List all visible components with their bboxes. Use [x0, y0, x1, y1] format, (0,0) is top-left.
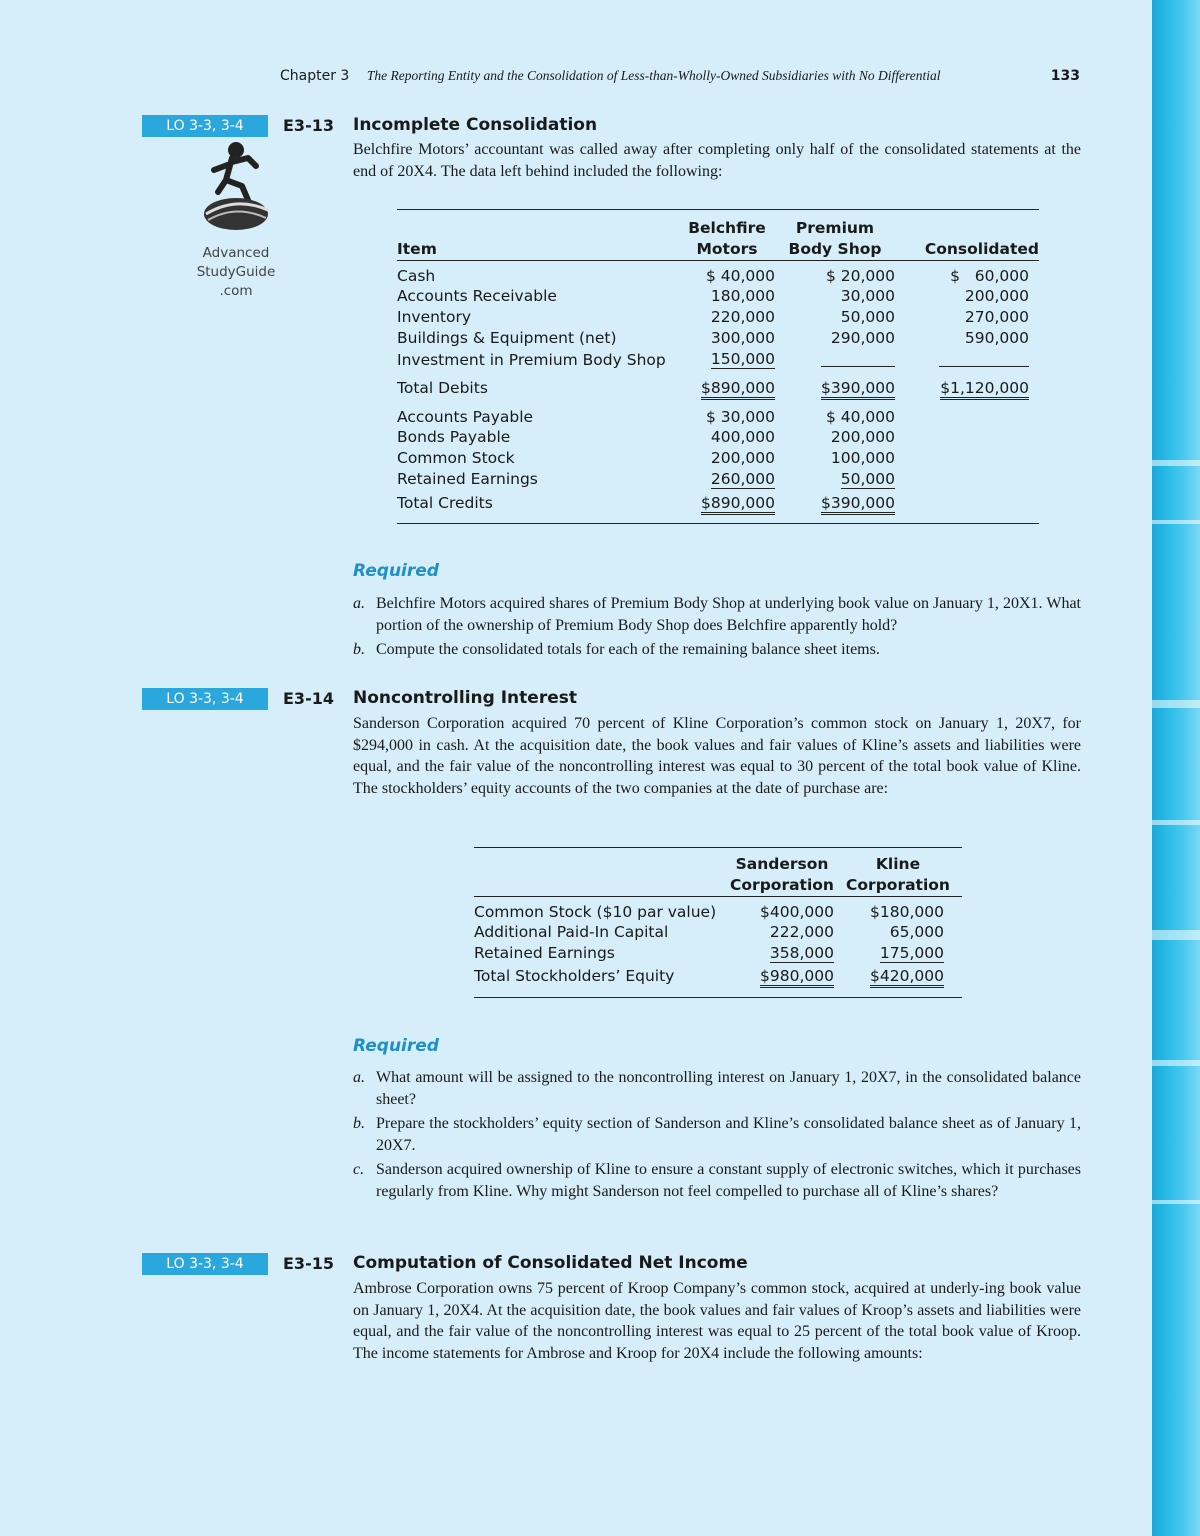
row-label: Inventory [397, 307, 472, 326]
table-cell: $400,000 [760, 903, 834, 921]
question-item [353, 1159, 1081, 1202]
row-label: Total Debits [397, 379, 488, 397]
exercise-intro: Sanderson Corporation acquired 70 percent of Kline Corporation’s common stock on January 1, 20X7, for $294,000 in cash. At the acquisition date, the book values and fair values of Kline’s assets and liabilities were equal, and the fair value of the noncontrolling interest was equal to 30 percent of the total book value of Kline. The stockholders’ equity accounts of the two companies at the date of purchase are: [353, 715, 1081, 797]
question-letter: b. [353, 641, 365, 658]
table-cell: $390,000 [821, 494, 895, 515]
row-label: Investment in Premium Body Shop [397, 350, 666, 369]
question-item [353, 593, 1081, 636]
table-cell: 590,000 [964, 328, 1029, 347]
table-cell: 270,000 [964, 307, 1029, 326]
table-cell: 358,000 [769, 943, 834, 962]
table-row-total [397, 489, 1039, 523]
table-row [397, 327, 1039, 348]
question-item [353, 1067, 1081, 1110]
exercise-intro: Ambrose Corporation owns 75 percent of Kroop Company’s common stock, acquired at underly-ing book value on January 1, 20X4. At the acquisition date, the book values and fair values of Kroop’s assets and liabilities were equal, and the fair value of the noncontrolling interest was equal to 25 percent of the total book value of Kroop. The income statements for Ambrose and Kroop for 20X4 include the following amounts: [353, 1280, 1081, 1362]
table-cell: 290,000 [830, 328, 895, 347]
logo-caption [190, 244, 282, 301]
question-text: Prepare the stockholders’ equity section of Sanderson and Kline’s consolidated balance sheet as of January 1, 20X7. [376, 1115, 1081, 1154]
table-cell: $ 30,000 [705, 407, 775, 426]
column-header: Item [397, 210, 679, 261]
column-header: Belchfire Motors [679, 210, 775, 261]
exercise-title: Incomplete Consolidation [353, 115, 598, 135]
table-row-total [397, 371, 1039, 401]
question-text: Sanderson acquired ownership of Kline to ensure a constant supply of electronic switches, which it purchases regularly from Kline. Why might Sanderson not feel compelled to purchase all of Kline’s shares? [376, 1161, 1081, 1200]
table-cell: 400,000 [710, 427, 775, 446]
table-cell: $180,000 [870, 903, 944, 921]
row-label: Total Stockholders’ Equity [474, 967, 675, 985]
table-cell: 220,000 [710, 307, 775, 326]
table-cell: 50,000 [840, 307, 895, 326]
table-row [397, 426, 1039, 447]
question-text: Compute the consolidated totals for each of the remaining balance sheet items. [376, 641, 880, 658]
page-number: 133 [1050, 68, 1080, 84]
table-cell: 100,000 [830, 448, 895, 467]
table-cell: 200,000 [710, 448, 775, 467]
row-label: Accounts Payable [397, 407, 534, 426]
question-item [353, 639, 1081, 661]
table-cell: 260,000 [710, 469, 775, 488]
decorative-edge-strip [1152, 0, 1200, 1536]
running-header [280, 68, 1080, 85]
row-label: Cash [397, 267, 436, 285]
table-cell: $890,000 [701, 379, 775, 400]
required-heading: Required [353, 1036, 439, 1056]
table-cell: 150,000 [710, 350, 775, 368]
table-cell: 65,000 [889, 922, 944, 941]
hurdler-on-book-icon [198, 140, 276, 236]
row-label: Total Credits [397, 493, 493, 512]
lo-badge: LO 3-3, 3-4 [142, 115, 268, 137]
row-label: Buildings & Equipment (net) [397, 328, 617, 347]
table-row [397, 401, 1039, 426]
table-row [397, 306, 1039, 327]
table-cell: 175,000 [879, 943, 944, 962]
table-row [474, 921, 962, 942]
question-letter: a. [353, 595, 365, 612]
table-cell: $390,000 [821, 379, 895, 400]
row-label: Common Stock [397, 448, 515, 467]
table-cell [821, 348, 895, 367]
table-cell: $1,120,000 [940, 379, 1029, 400]
question-list [353, 1067, 1081, 1205]
column-header: Kline Corporation [834, 848, 962, 897]
exercise-intro: Belchfire Motors’ accountant was called away after completing only half of the consolidated statements at the end of 20X4. The data left behind included the following: [353, 141, 1081, 180]
question-list [353, 593, 1081, 664]
question-letter: b. [353, 1115, 365, 1132]
lo-badge: LO 3-3, 3-4 [142, 1253, 268, 1275]
chapter-label: Chapter 3 [280, 68, 350, 84]
table-cell: 222,000 [769, 922, 834, 941]
table-cell: 180,000 [710, 286, 775, 305]
chapter-subtitle: The Reporting Entity and the Consolidation of Less-than-Wholly-Owned Subsidiaries with No Differential [366, 68, 941, 83]
table-cell: $980,000 [760, 967, 834, 988]
exercise-number: E3-15 [283, 1254, 334, 1273]
table-cell: $420,000 [870, 967, 944, 988]
table-cell: 200,000 [964, 286, 1029, 305]
table-row [397, 348, 1039, 371]
table-row [397, 447, 1039, 468]
table-cell: 300,000 [710, 328, 775, 347]
table-cell: $890,000 [701, 494, 775, 515]
table-row [397, 261, 1039, 286]
row-label: Retained Earnings [474, 943, 615, 962]
table-row [397, 285, 1039, 306]
lo-badge: LO 3-3, 3-4 [142, 688, 268, 710]
logo-line: StudyGuide [196, 264, 276, 280]
table-header-row [474, 848, 962, 897]
question-text: Belchfire Motors acquired shares of Premium Body Shop at underlying book value on January 1, 20X1. What portion of the ownership of Premium Body Shop does Belchfire apparently hold? [376, 595, 1081, 634]
logo-line: .com [219, 283, 253, 299]
row-label: Common Stock ($10 par value) [474, 903, 717, 921]
question-text: What amount will be assigned to the noncontrolling interest on January 1, 20X7, in the consolidated balance sheet? [376, 1069, 1081, 1108]
table-header-row [397, 210, 1039, 261]
table-cell: $ 20,000 [825, 267, 895, 285]
table-cell [939, 348, 1029, 367]
question-item [353, 1113, 1081, 1156]
table-cell: $ 40,000 [825, 407, 895, 426]
table-row [474, 942, 962, 963]
column-header: Consolidated [895, 210, 1039, 261]
column-header: Sanderson Corporation [730, 848, 834, 897]
required-heading: Required [353, 561, 439, 581]
table-row-total [474, 963, 962, 998]
table-cell: 50,000 [840, 469, 895, 488]
exercise-title: Noncontrolling Interest [353, 688, 577, 708]
table-cell: $ 40,000 [705, 267, 775, 285]
column-header: Premium Body Shop [775, 210, 895, 261]
exercise-title: Computation of Consolidated Net Income [353, 1253, 748, 1273]
table-row [397, 468, 1039, 489]
table-cell: 200,000 [830, 427, 895, 446]
table-cell: 30,000 [840, 286, 895, 305]
row-label: Bonds Payable [397, 427, 511, 446]
row-label: Accounts Receivable [397, 286, 557, 305]
row-label: Retained Earnings [397, 469, 538, 488]
exercise-number: E3-13 [283, 116, 334, 135]
table-cell: $ 60,000 [950, 267, 1029, 285]
table-row [474, 897, 962, 922]
row-label: Additional Paid-In Capital [474, 922, 669, 941]
question-letter: c. [353, 1161, 365, 1178]
logo-line: Advanced [202, 245, 270, 261]
exercise-number: E3-14 [283, 689, 334, 708]
equity-table [474, 847, 962, 998]
question-letter: a. [353, 1069, 365, 1086]
consolidation-table [397, 209, 1039, 524]
